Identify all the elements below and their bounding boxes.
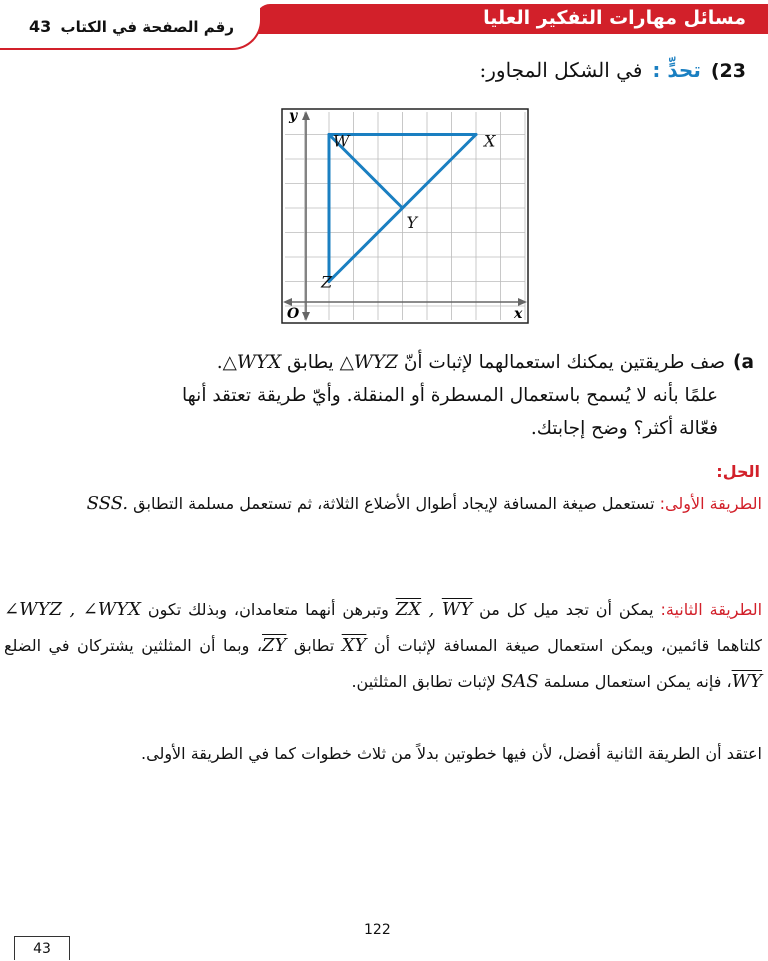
segment-wy: $\overline{WY}$ [441, 599, 473, 620]
method2-text-6: ، فإنه يمكن استعمال مسلمة [543, 672, 732, 691]
item-a-label: a) [733, 352, 754, 373]
item-a-text-1: صف طريقتين يمكنك استعمالهما لإثبات أنّ [403, 352, 726, 373]
method2-text-4: تطابق [293, 636, 335, 655]
question-tag: تحدٍّ : [652, 58, 701, 82]
book-page-label: رقم الصفحة في الكتاب [60, 18, 234, 36]
item-a-period: . [216, 352, 223, 373]
point-label-y: Y [406, 213, 418, 232]
method2-paragraph: الطريقة الثانية: يمكن أن تجد ميل كل من $\overline{ZX}$ , $\overline{WY}$ وتبرهن أنهما متعامدان، وبذلك تكون ∠WYZ , ∠WYX كلتاهما قائمين، ويمكن استعمال صيغة المسافة لإثبات أن $\overline{XY}$ تطابق $\overline{ZY}،$ وبما أن المثلثين يشتركان في الضلع $\overline{WY}،$ فإنه يمكن استعمال مسلمة SAS لإثبات تطابق المثلثين. [4, 599, 763, 692]
segment-xy: $\overline{XY}$ [341, 635, 367, 656]
method1-label: الطريقة الأولى: [659, 494, 762, 513]
item-a-text-2: يطابق [287, 352, 334, 373]
header-band [0, 0, 768, 50]
book-page-tab [0, 8, 262, 50]
coordinate-figure [279, 106, 531, 326]
triangle-wyz: △WYZ [339, 352, 398, 373]
origin-label: O [287, 306, 300, 322]
method1-text: تستعمل صيغة المسافة لإيجاد أطوال الأضلاع الثلاثة، ثم تستعمل مسلمة التطابق [133, 494, 655, 513]
x-axis-label: x [514, 306, 523, 322]
segment-zx: $\overline{ZX}$ [395, 599, 422, 620]
footer-page-box: 43 [14, 936, 70, 960]
item-a-line1 [64, 346, 754, 379]
item-a-line3: فعّالة أكثر؟ وضح إجابتك. [530, 418, 718, 439]
item-a [64, 346, 754, 445]
angles-wyz-wyx: ∠WYZ , ∠WYX [4, 599, 142, 620]
question-number: 23) [710, 60, 746, 82]
section-title: مسائل مهارات التفكير العليا [256, 4, 768, 32]
point-label-w: W [333, 131, 350, 151]
segment-wy-2: $\overline{WY}$ [731, 671, 762, 692]
y-axis-label: y [289, 108, 298, 124]
book-page-number: 43 [29, 17, 52, 36]
triangle-wyx: △WYX [222, 352, 282, 373]
method1-sss: SSS. [86, 493, 129, 514]
conclusion-paragraph: اعتقد أن الطريقة الثانية أفضل، لأن فيها خطوتين بدلاً من ثلاث خطوات كما في الطريقة الأولى. [141, 744, 762, 763]
segment-zy: $\overline{ZY}$ [261, 635, 287, 656]
sas-postulate: SAS [500, 671, 539, 692]
solution-label: الحل: [716, 462, 760, 481]
method2-text-3: كلتاهما قائمين، ويمكن استعمال صيغة المسافة لإثبات أن [373, 636, 762, 655]
question-text: في الشكل المجاور: [479, 58, 643, 82]
item-a-line2: علمًا بأنه لا يُسمح باستعمال المسطرة أو المنقلة. وأيّ طريقة تعتقد أنها [182, 385, 718, 406]
point-label-x: X [484, 131, 496, 151]
method2-text-5: ، وبما أن المثلثين يشتركان في الضلع [4, 636, 262, 655]
method2-label: الطريقة الثانية: [660, 600, 763, 619]
page-number: 122 [364, 922, 391, 938]
method2-text-7: لإثبات تطابق المثلثين. [351, 672, 496, 691]
method1-paragraph [4, 486, 762, 522]
question-line [146, 58, 746, 92]
point-label-z: Z [321, 272, 333, 292]
method2-text-2: وتبرهن أنهما متعامدان، وبذلك تكون [147, 600, 389, 619]
method2-text-1: يمكن أن تجد ميل كل من [479, 600, 654, 619]
